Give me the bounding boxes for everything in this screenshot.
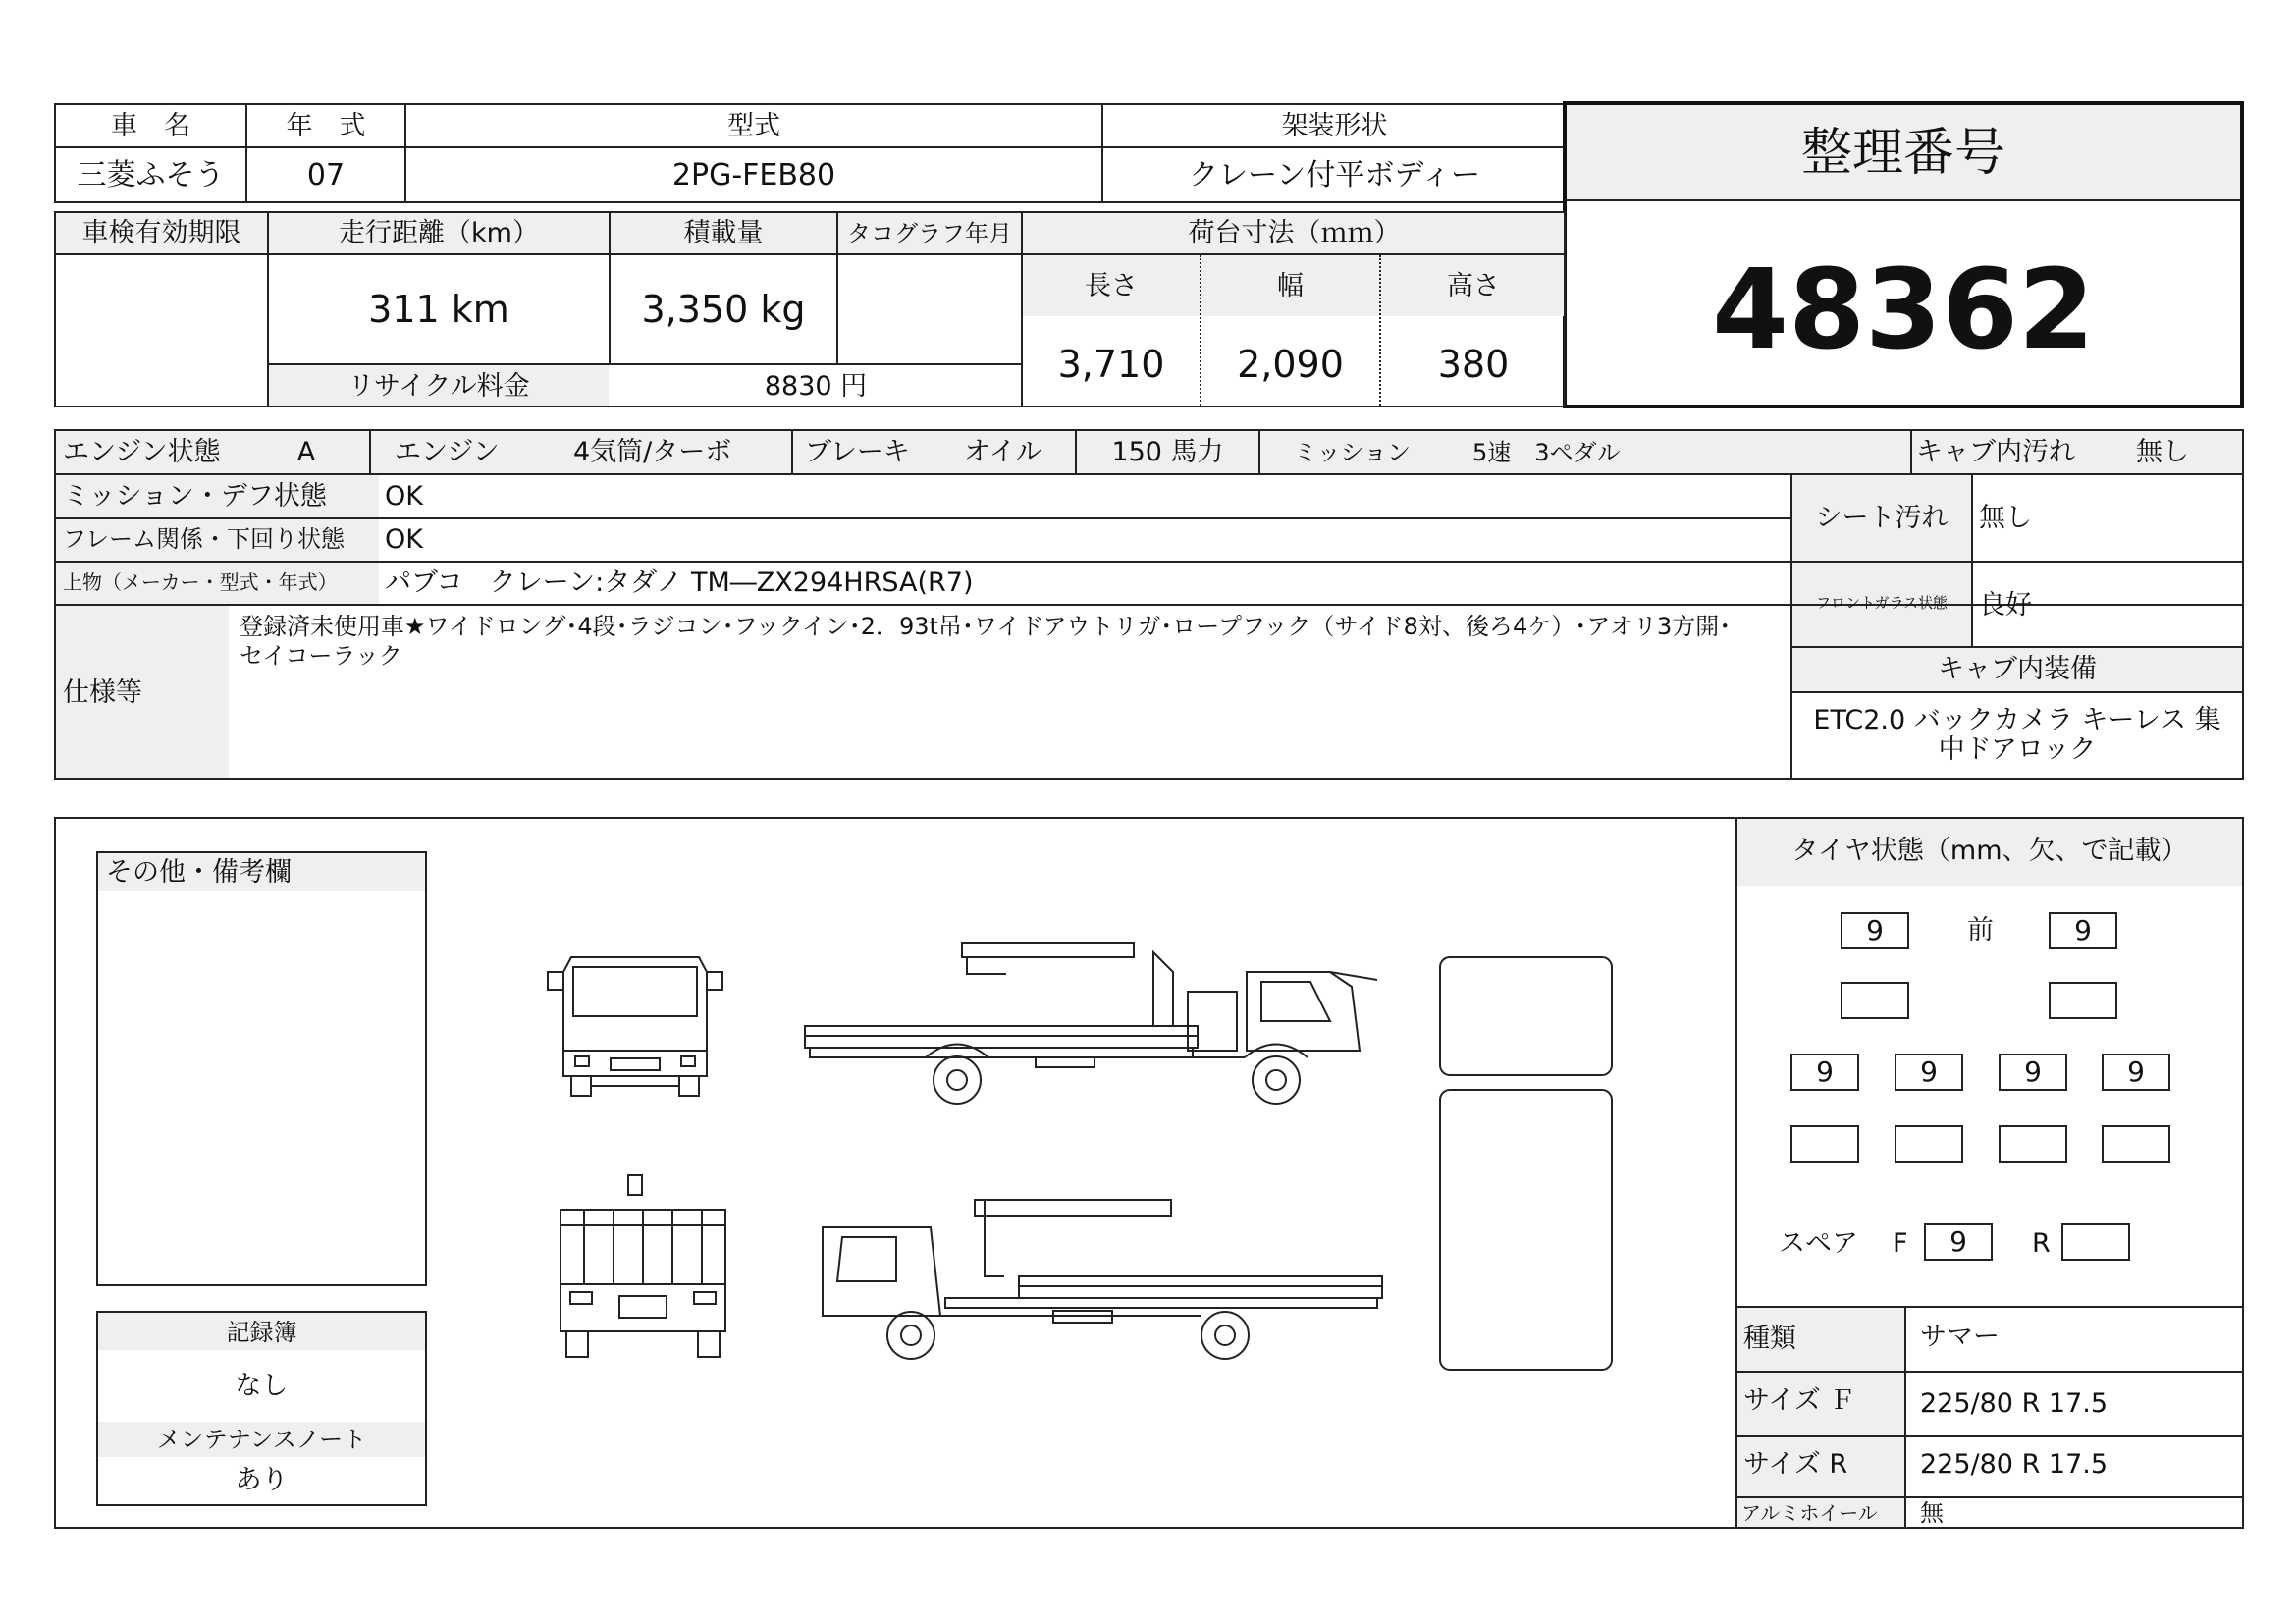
tire-front-label: 前 [1967,915,1994,946]
brake-label: ブレーキ [805,437,910,467]
frame: OK [385,524,423,555]
cab-dirt: 無し [2136,437,2189,467]
capacity-label: 積載量 [683,218,764,248]
tire-spare-f[interactable]: 9 [1924,1223,1993,1261]
remarks-box [96,851,427,1286]
alumi: 無 [1920,1499,1944,1527]
upper: パブコ クレーン:タダノ TM―ZX294HRSA(R7) [385,568,974,598]
cargo-width: 2,090 [1237,343,1344,386]
records-label: 記録簿 [226,1319,297,1346]
tire-rear-1[interactable]: 9 [1790,1054,1859,1091]
cab-equipment-line2: 中ドアロック [1938,734,2097,765]
cab-dirt-label: キャブ内汚れ [1916,437,2075,467]
tires-label: タイヤ状態（mm、欠、で記載） [1791,836,2188,866]
tire-front-left-lower[interactable] [1841,982,1909,1019]
capacity-value: 3,350 kg [641,288,806,331]
tachograph-label: タコグラフ年月 [847,220,1012,247]
tire-front-right-lower[interactable] [2049,982,2117,1019]
tire-spare-r[interactable] [2061,1223,2130,1261]
windshield-label: フロントガラス状態 [1815,594,1949,612]
tire-rear-2-lower[interactable] [1895,1125,1963,1163]
cargo-width-label: 幅 [1277,271,1304,301]
spare-f-label: F [1893,1228,1908,1259]
truck-front-view [542,943,728,1100]
tire-front-left[interactable]: 9 [1841,912,1909,949]
frame-label: フレーム関係・下回り状態 [63,525,346,553]
seat-dirt: 無し [1979,503,2032,533]
truck-side-view-right [800,933,1389,1109]
seat-dirt-label: シート汚れ [1815,503,1949,533]
mission: 5速 3ペダル [1472,439,1621,466]
windshield: 良好 [1979,590,2032,621]
tire-rear-4-lower[interactable] [2102,1125,2170,1163]
tire-rear-1-lower[interactable] [1790,1125,1859,1163]
tire-rear-3-lower[interactable] [1999,1125,2067,1163]
engine-state: A [296,437,316,467]
engine-label: エンジン [395,437,500,467]
power: 150 馬力 [1111,437,1224,467]
vehicle-model: 2PG-FEB80 [671,158,836,192]
truck-rear-view [555,1170,731,1362]
tire-rear-3[interactable]: 9 [1999,1054,2067,1091]
cargo-height-label: 高さ [1447,271,1500,301]
spare-label: スペア [1779,1228,1858,1259]
tire-size-f-label: サイズ Ｆ [1743,1385,1856,1416]
maintenance-value: あり [235,1465,289,1495]
upper-label: 上物（メーカー・型式・年式） [63,570,338,594]
spare-r-label: R [2032,1228,2051,1259]
records-value: なし [235,1371,289,1401]
cargo-label: 荷台寸法（ｍｍ） [1188,218,1401,248]
mileage-value: 311 km [368,288,509,331]
remarks-label: その他・備考欄 [106,857,292,888]
mileage-label: 走行距離（km） [339,218,539,248]
reference-number: 48362 [1712,246,2095,374]
reference-label: 整理番号 [1800,124,2005,183]
tire-front-right[interactable]: 9 [2049,912,2117,949]
inspection-label: 車検有効期限 [81,218,241,248]
tire-rear-2[interactable]: 9 [1895,1054,1963,1091]
tire-size-r-label: サイズ R [1743,1449,1848,1480]
vehicle-name-label: 車 名 [111,111,190,141]
tire-size-f: 225/80 R 17.5 [1920,1388,2109,1419]
tire-type: サマー [1920,1322,2000,1352]
vehicle-year: 07 [306,158,346,192]
mission-label: ミッション [1294,439,1412,466]
maintenance-label: メンテナンスノート [156,1426,367,1453]
tire-type-label: 種類 [1743,1324,1796,1354]
recycle-label: リサイクル料金 [347,371,530,402]
tire-rear-4[interactable]: 9 [2102,1054,2170,1091]
tire-size-r: 225/80 R 17.5 [1920,1449,2109,1480]
equipment-line1: 登録済未使用車★ワイドロング･4段･ラジコン･フックイン･2．93t吊･ワイドアウトリガ･ロープフック（サイド8対、後ろ4ケ）･アオリ3方開･ [240,613,1732,640]
cab-equipment-line1: ETC2.0 バックカメラ キーレス 集 [1813,705,2221,735]
vehicle-body-label: 架装形状 [1281,111,1388,141]
vehicle-model-label: 型式 [727,111,780,141]
equipment-line2: セイコーラック [240,642,402,670]
mission-diff: OK [385,481,423,512]
engine-state-label: エンジン状態 [63,437,221,467]
engine: 4気筒/ターボ [573,437,732,467]
equipment-label: 仕様等 [63,677,142,708]
truck-top-view [1435,952,1612,1375]
brake: オイル [964,437,1042,467]
mission-diff-label: ミッション・デフ状態 [63,481,327,512]
vehicle-name: 三菱ふそう [77,158,225,192]
cargo-length: 3,710 [1057,343,1165,386]
recycle-value: 8830 円 [764,371,868,402]
cargo-length-label: 長さ [1085,271,1138,301]
vehicle-year-label: 年 式 [286,111,366,141]
cargo-height: 380 [1437,343,1510,386]
truck-side-view-left [818,1188,1387,1365]
vehicle-body: クレーン付平ボディー [1189,158,1480,192]
cab-equipment-label: キャブ内装備 [1938,654,2097,684]
alumi-label: アルミホイール [1741,1501,1878,1525]
